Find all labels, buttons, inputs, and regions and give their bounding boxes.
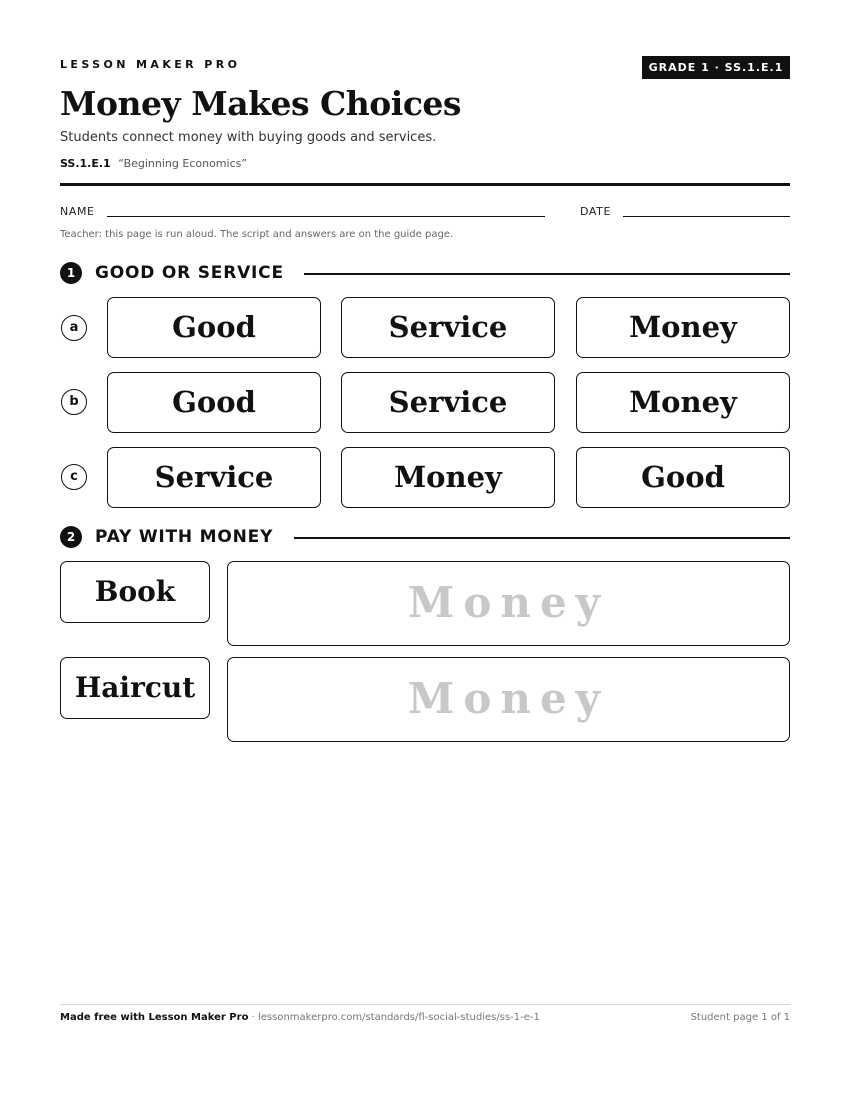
standard-line bbox=[60, 157, 247, 170]
section-2-heading: PAY WITH MONEY bbox=[95, 527, 274, 547]
section-1-rule bbox=[304, 273, 790, 275]
footer-url[interactable]: lessonmakerpro.com/standards/fl-social-studies/ss-1-e-1 bbox=[257, 1012, 540, 1023]
footer-page: Student page 1 of 1 bbox=[690, 1012, 790, 1023]
row-c-choice-2[interactable]: Money bbox=[341, 447, 555, 508]
row-b-choice-1[interactable]: Good bbox=[107, 372, 321, 433]
row-c-letter: c bbox=[61, 464, 87, 490]
name-label: NAME bbox=[60, 205, 95, 218]
row-c-choice-1[interactable]: Service bbox=[107, 447, 321, 508]
grade-badge: GRADE 1 · SS.1.E.1 bbox=[642, 56, 790, 79]
section-2-header bbox=[60, 524, 790, 550]
footer-separator: · bbox=[248, 1012, 258, 1023]
brand-name: LESSON MAKER PRO bbox=[60, 58, 241, 71]
row-c-choice-3[interactable]: Good bbox=[576, 447, 790, 508]
standard-code: SS.1.E.1 bbox=[60, 157, 111, 170]
page-title: Money Makes Choices bbox=[60, 84, 462, 123]
section-1-number: 1 bbox=[60, 262, 82, 284]
row-a-choice-1[interactable]: Good bbox=[107, 297, 321, 358]
item-haircut: Haircut bbox=[60, 657, 210, 719]
page-subtitle: Students connect money with buying goods and services. bbox=[60, 130, 437, 145]
trace-box-haircut[interactable]: Money bbox=[227, 657, 790, 742]
footer-credit bbox=[60, 1012, 540, 1023]
row-b-choice-3[interactable]: Money bbox=[576, 372, 790, 433]
section-2-number: 2 bbox=[60, 526, 82, 548]
row-a-letter: a bbox=[61, 315, 87, 341]
name-line[interactable] bbox=[107, 216, 545, 217]
header-rule bbox=[60, 183, 790, 186]
item-book: Book bbox=[60, 561, 210, 623]
trace-box-book[interactable]: Money bbox=[227, 561, 790, 646]
teacher-note: Teacher: this page is run aloud. The script and answers are on the guide page. bbox=[60, 229, 454, 240]
row-a-choice-3[interactable]: Money bbox=[576, 297, 790, 358]
date-line[interactable] bbox=[623, 216, 790, 217]
row-b-letter: b bbox=[61, 389, 87, 415]
row-b-choice-2[interactable]: Service bbox=[341, 372, 555, 433]
standard-name: “Beginning Economics” bbox=[118, 157, 248, 170]
footer-made: Made free with Lesson Maker Pro bbox=[60, 1012, 249, 1023]
footer-rule bbox=[60, 1004, 790, 1005]
section-2-rule bbox=[294, 537, 790, 539]
date-label: DATE bbox=[580, 205, 612, 218]
section-1-heading: GOOD OR SERVICE bbox=[95, 263, 284, 283]
section-1-header bbox=[60, 260, 790, 286]
row-a-choice-2[interactable]: Service bbox=[341, 297, 555, 358]
